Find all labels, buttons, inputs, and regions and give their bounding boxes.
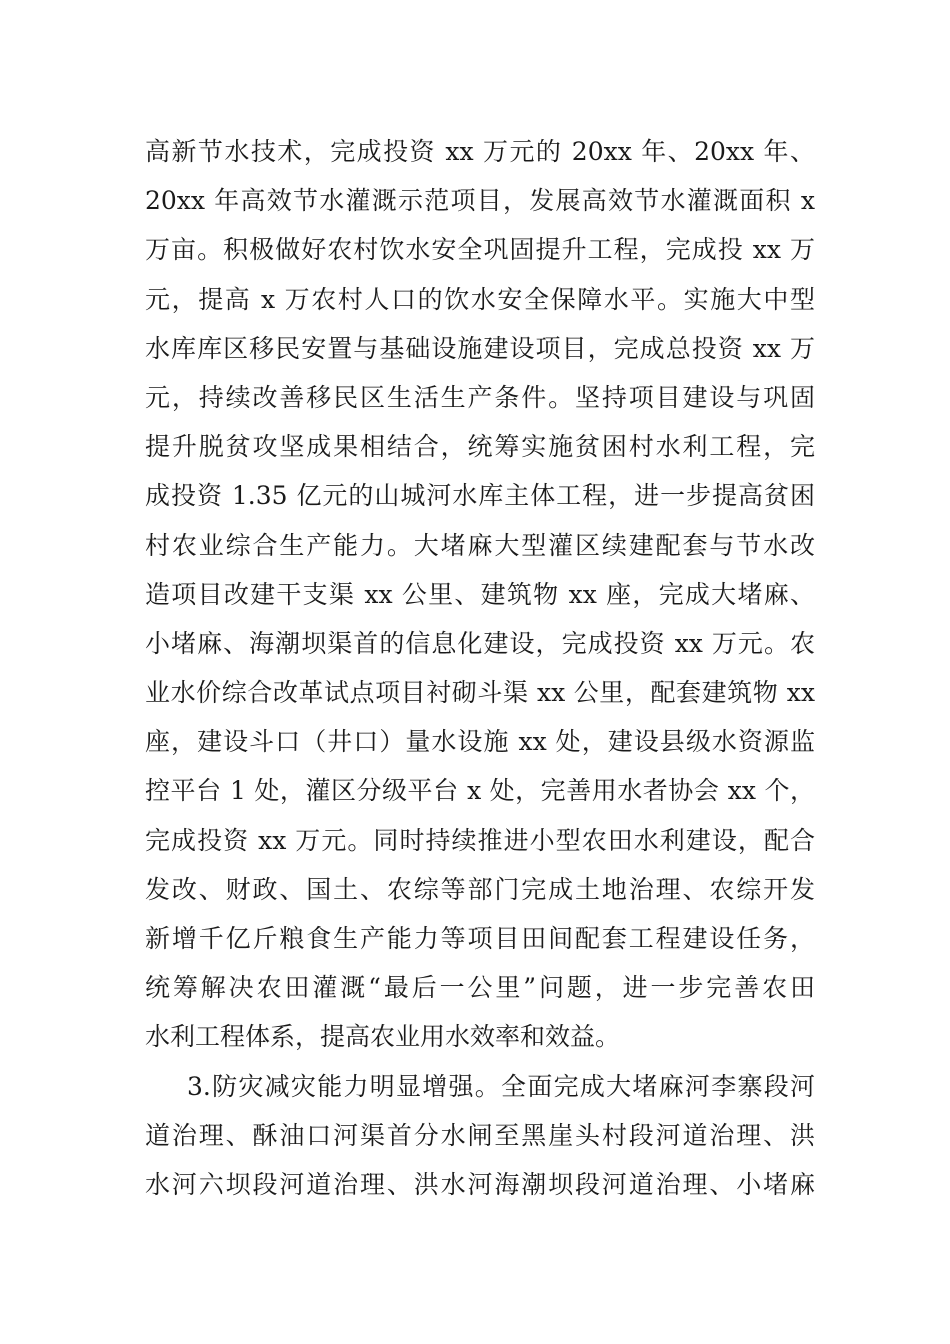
text-line: 元，提高 x 万农村人口的饮水安全保障水平。实施大中型 [145, 284, 815, 314]
text-line: 提升脱贫攻坚成果相结合，统筹实施贫困村水利工程，完 [145, 432, 815, 462]
text-line: 3.防灾减灾能力明显增强。全面完成大堵麻河李寨段河 [187, 1071, 815, 1101]
text-line: 高新节水技术，完成投资 xx 万元的 20xx 年、20xx 年、 [145, 137, 815, 166]
text-line: 元，持续改善移民区生活生产条件。坚持项目建设与巩固 [145, 382, 815, 412]
document-body [145, 127, 815, 1209]
text-line: 座，建设斗口（井口）量水设施 xx 处，建设县级水资源监 [145, 727, 815, 757]
text-line: 业水价综合改革试点项目衬砌斗渠 xx 公里，配套建筑物 xx [145, 678, 815, 708]
text-line: 造项目改建干支渠 xx 公里、建筑物 xx 座，完成大堵麻、 [145, 579, 815, 609]
text-line: 统筹解决农田灌溉“最后一公里”问题，进一步完善农田 [145, 973, 815, 1003]
text-line: 水河六坝段河道治理、洪水河海潮坝段河道治理、小堵麻 [145, 1169, 815, 1199]
text-line: 完成投资 xx 万元。同时持续推进小型农田水利建设，配合 [145, 825, 815, 855]
text-line: 水利工程体系，提高农业用水效率和效益。 [145, 1022, 621, 1052]
text-line: 新增千亿斤粮食生产能力等项目田间配套工程建设任务， [145, 924, 815, 953]
paragraph-irrigation-projects [145, 127, 815, 1062]
text-line: 20xx 年高效节水灌溉示范项目，发展高效节水灌溉面积 x [145, 186, 815, 216]
text-line: 成投资 1.35 亿元的山城河水库主体工程，进一步提高贫困 [145, 481, 815, 511]
text-line: 万亩。积极做好农村饮水安全巩固提升工程，完成投 xx 万 [145, 235, 815, 265]
paragraph-disaster-prevention [145, 1062, 815, 1210]
text-line: 发改、财政、国土、农综等部门完成土地治理、农综开发 [145, 874, 815, 904]
text-line: 控平台 1 处，灌区分级平台 x 处，完善用水者协会 xx 个， [145, 776, 815, 806]
text-line: 道治理、酥油口河渠首分水闸至黑崖头村段河道治理、洪 [145, 1120, 815, 1150]
text-line: 水库库区移民安置与基础设施建设项目，完成总投资 xx 万 [145, 333, 815, 363]
text-line: 村农业综合生产能力。大堵麻大型灌区续建配套与节水改 [145, 530, 815, 560]
text-line: 小堵麻、海潮坝渠首的信息化建设，完成投资 xx 万元。农 [145, 628, 815, 658]
